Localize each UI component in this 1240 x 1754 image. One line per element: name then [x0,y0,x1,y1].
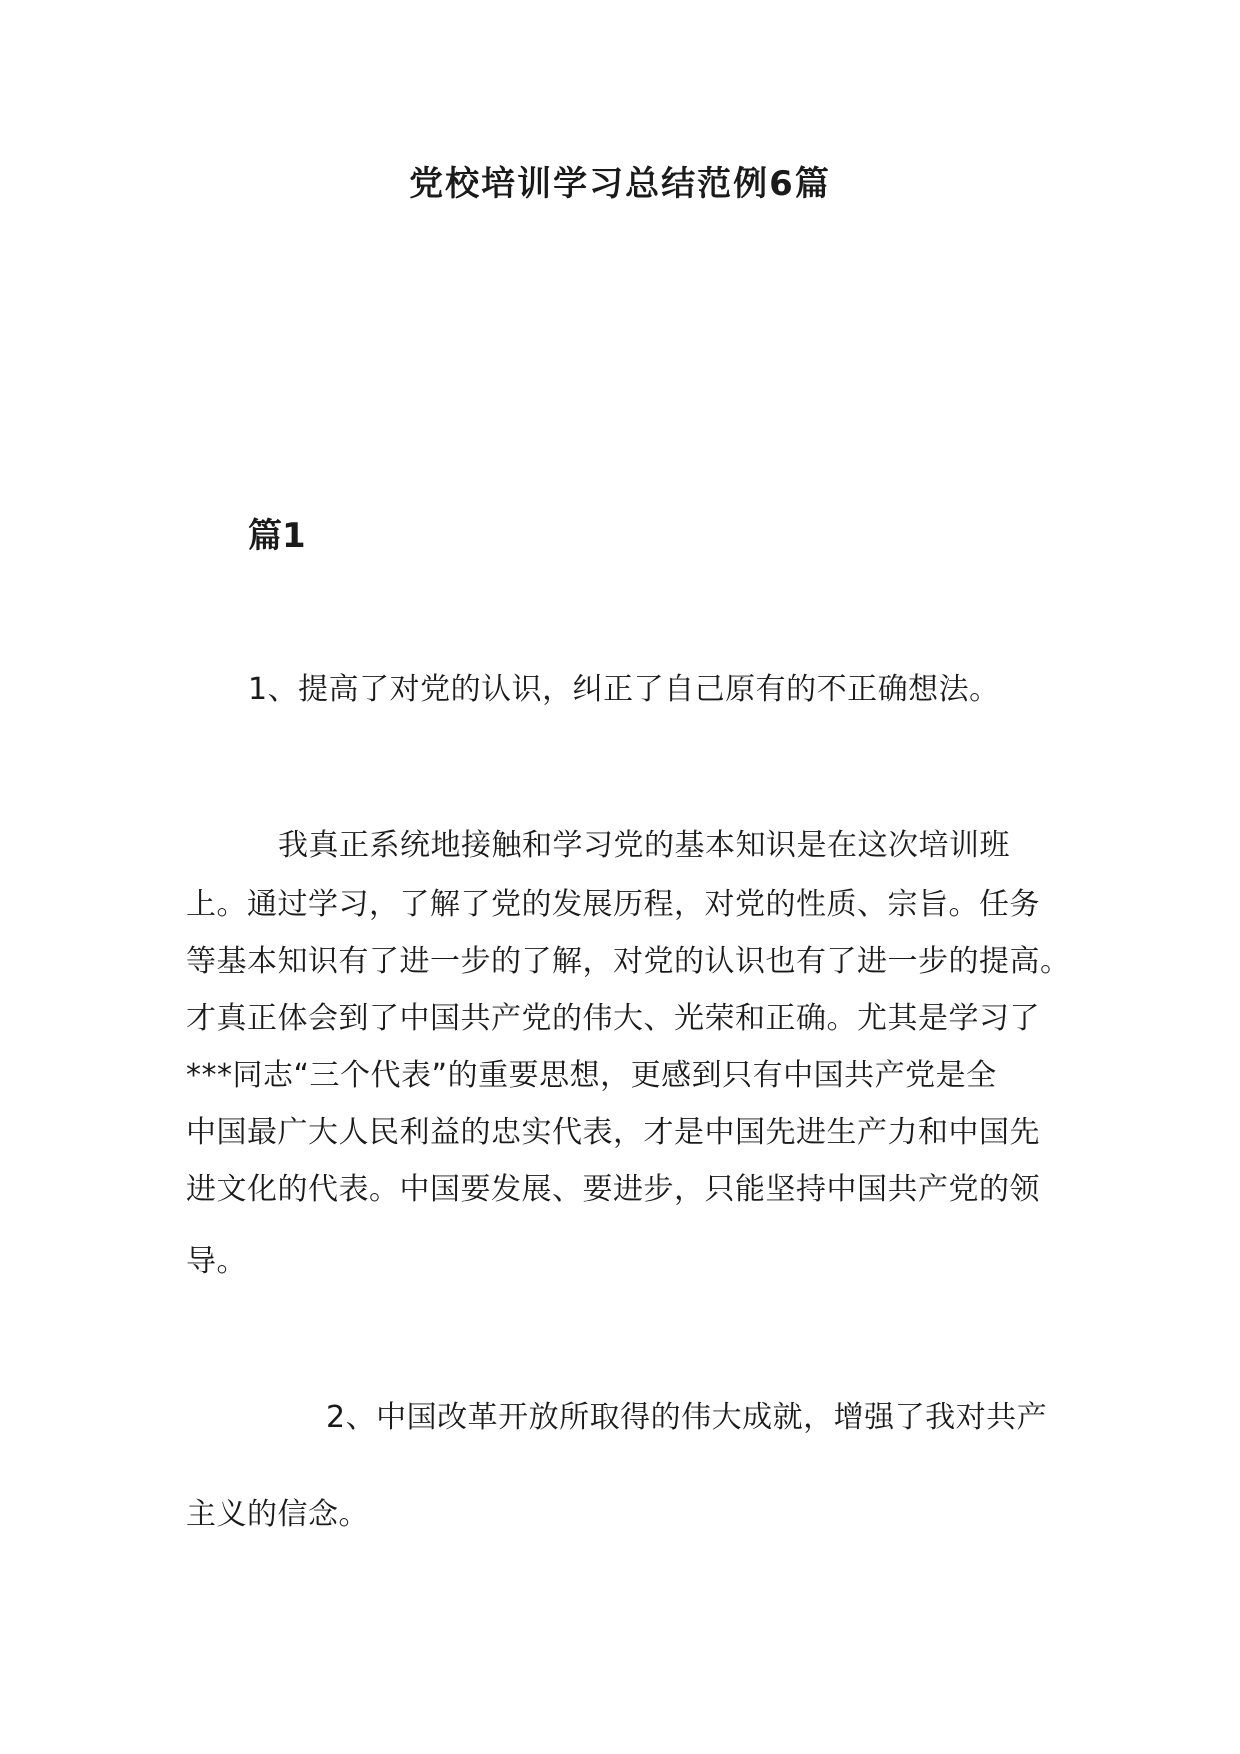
paragraph-line: 进文化的代表。中国要发展、要进步，只能坚持中国共产党的领 [186,1172,1040,1207]
paragraph-line: ***同志“三个代表”的重要思想，更感到只有中国共产党是全 [186,1058,997,1093]
paragraph-line: 我真正系统地接触和学习党的基本知识是在这次培训班 [278,828,1010,863]
document-title: 党校培训学习总结范例6篇 [409,164,831,204]
item-heading-2-continuation: 主义的信念。 [186,1497,369,1532]
paragraph-line: 中国最广大人民利益的忠实代表，才是中国先进生产力和中国先 [186,1115,1040,1150]
item-heading-2: 2、中国改革开放所取得的伟大成就，增强了我对共产 [326,1400,1048,1435]
section-heading: 篇1 [248,516,306,556]
paragraph-line: 才真正体会到了中国共产党的伟大、光荣和正确。尤其是学习了 [186,1001,1040,1036]
paragraph-line: 上。通过学习，了解了党的发展历程，对党的性质、宗旨。任务 [186,887,1040,922]
paragraph-line: 等基本知识有了进一步的了解，对党的认识也有了进一步的提高。 [186,944,1071,979]
paragraph-line: 导。 [186,1244,247,1279]
item-heading-1: 1、提高了对党的认识，纠正了自己原有的不正确想法。 [248,672,1000,707]
